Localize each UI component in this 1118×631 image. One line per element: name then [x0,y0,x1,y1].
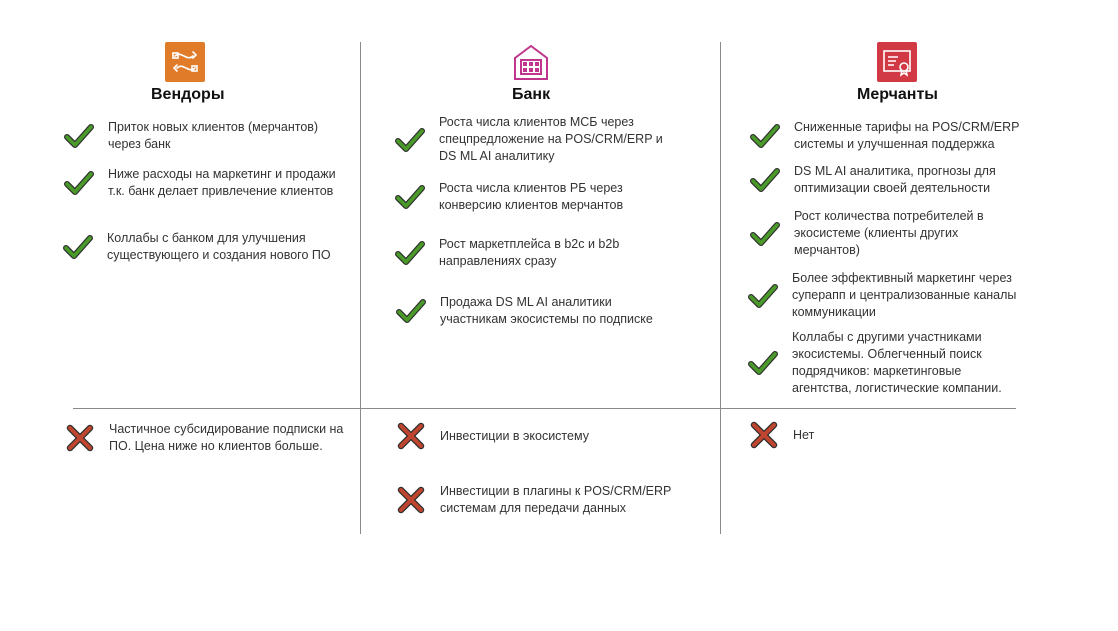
con-item: Инвестиции в плагины к POS/CRM/ERP системам для передачи данных [396,483,676,517]
pro-item: Роста числа клиентов РБ через конверсию клиентов мерчантов [395,180,675,214]
column-title-bank: Банк [512,86,551,103]
check-icon [750,220,780,248]
check-icon [750,122,780,150]
pro-item: Коллабы с банком для улучшения существующего и создания нового ПО [63,230,353,264]
column-divider-2 [720,42,721,534]
check-icon [64,169,94,197]
con-item: Инвестиции в экосистему [396,422,676,450]
check-icon [748,349,778,377]
con-item: Частичное субсидирование подписки на ПО. Цена ниже но клиентов больше. [65,421,350,455]
check-icon [64,122,94,150]
bank-building-icon [511,42,551,82]
integration-icon [165,42,205,82]
check-icon [395,126,425,154]
pro-item: Продажа DS ML AI аналитики участникам экосистемы по подписке [396,294,676,328]
pro-item: Более эффективный маркетинг через суперапп и централизованные каналы коммуникации [748,270,1023,321]
check-icon [63,233,93,261]
pro-item: Роста числа клиентов МСБ через спецпредложение на POS/CRM/ERP и DS ML AI аналитику [395,114,675,165]
pros-cons-divider [73,408,1016,409]
pro-item: Рост маркетплейса в b2c и b2b направлениях сразу [395,236,675,270]
check-icon [395,239,425,267]
pro-item: Рост количества потребителей в экосистеме (клиенты других мерчантов) [750,208,1020,259]
cross-icon [396,486,426,514]
pro-item: Коллабы с другими участниками экосистемы. Облегченный поиск подрядчиков: маркетинговые агентства, логистические компании. [748,329,1023,397]
pro-item: Сниженные тарифы на POS/CRM/ERP системы и улучшенная поддержка [750,119,1020,153]
column-title-merchants: Мерчанты [857,86,938,103]
check-icon [396,297,426,325]
pro-item: Приток новых клиентов (мерчантов) через банк [64,119,354,153]
con-item: Нет [749,421,949,449]
check-icon [750,166,780,194]
merchant-certificate-icon [877,42,917,82]
cross-icon [65,424,95,452]
pro-item: DS ML AI аналитика, прогнозы для оптимизации своей деятельности [750,163,1020,197]
column-title-vendors: Вендоры [151,86,225,103]
pro-item: Ниже расходы на маркетинг и продажи т.к. банк делает привлечение клиентов [64,166,354,200]
cross-icon [749,421,779,449]
cross-icon [396,422,426,450]
column-divider-1 [360,42,361,534]
check-icon [395,183,425,211]
check-icon [748,282,778,310]
